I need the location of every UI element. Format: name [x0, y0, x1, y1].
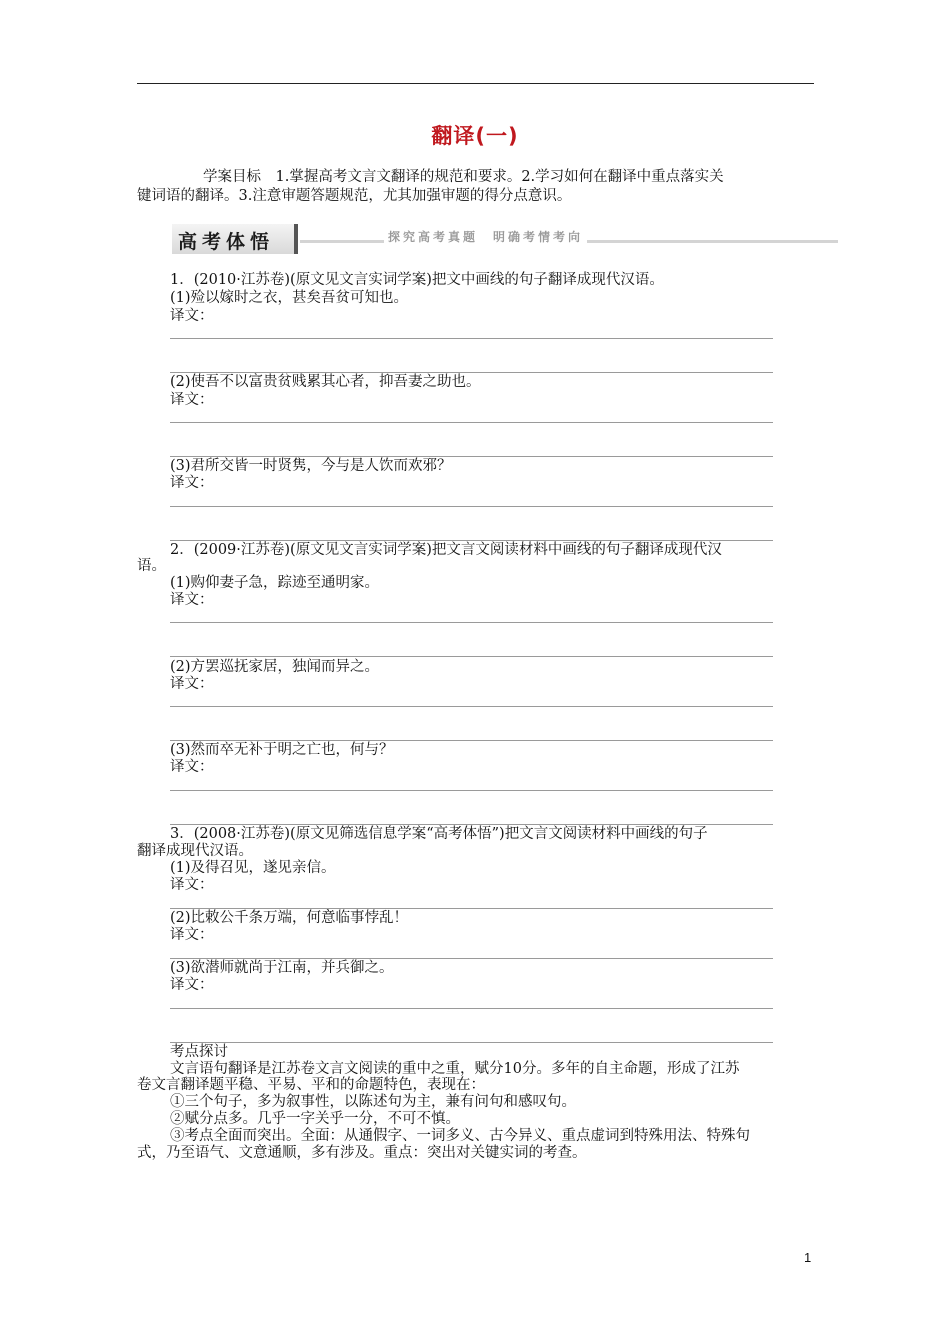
analysis-heading: 考点探讨	[170, 1044, 228, 1060]
q1-stem: 1．(2010·江苏卷)(原文见文言实词学案)把文中画线的句子翻译成现代汉语。	[170, 272, 664, 288]
header-rule	[137, 83, 814, 84]
q2-stem-line-2: 语。	[137, 558, 166, 574]
analysis-para-line-1: 文言语句翻译是江苏卷文言文阅读的重中之重，赋分10分。多年的自主命题，形成了江苏	[170, 1061, 740, 1077]
q3-sentence-1: (1)及得召见，遂见亲信。	[170, 860, 336, 876]
q1-answer-label-1: 译文：	[170, 308, 214, 324]
q2-answer-label-3: 译文：	[170, 759, 214, 775]
q3-answer-label-3: 译文：	[170, 977, 214, 993]
answer-line	[170, 506, 773, 507]
q1-answer-label-2: 译文：	[170, 392, 214, 408]
q2-sentence-3: (3)然而卒无补于明之亡也，何与？	[170, 742, 394, 758]
analysis-item-3-line-2: 式，乃至语气、文意通顺，多有涉及。重点：突出对关键实词的考查。	[137, 1145, 587, 1161]
q3-answer-label-1: 译文：	[170, 877, 214, 893]
banner-label: 高考体悟	[178, 231, 275, 253]
q2-answer-label-1: 译文：	[170, 592, 214, 608]
q3-answer-label-2: 译文：	[170, 927, 214, 943]
answer-line	[170, 422, 773, 423]
q1-answer-label-3: 译文：	[170, 475, 214, 491]
answer-line	[170, 706, 773, 707]
page-number: 1	[804, 1250, 812, 1265]
answer-line	[170, 1008, 773, 1009]
section-banner	[172, 224, 838, 254]
banner-subtitle: 探究高考真题 明确考情考向	[384, 228, 587, 245]
q3-stem-line-2: 翻译成现代汉语。	[137, 843, 253, 859]
analysis-item-1: ①三个句子，多为叙事性，以陈述句为主，兼有问句和感叹句。	[170, 1094, 576, 1110]
answer-line	[170, 790, 773, 791]
q1-sentence-3: (3)君所交皆一时贤隽，今与是人饮而欢邪？	[170, 458, 452, 474]
q2-sentence-2: (2)方罢巡抚家居，独闻而异之。	[170, 659, 380, 675]
answer-line	[170, 622, 773, 623]
page-title: 翻译(一)	[431, 124, 519, 148]
q3-stem-line-1: 3．(2008·江苏卷)(原文见筛选信息学案“高考体悟”)把文言文阅读材料中画线的句子	[170, 826, 708, 842]
banner-box	[172, 224, 298, 254]
q2-stem-line-1: 2．(2009·江苏卷)(原文见文言实词学案)把文言文阅读材料中画线的句子翻译成现代汉	[170, 542, 722, 558]
q2-answer-label-2: 译文：	[170, 676, 214, 692]
objective-line-2: 键词语的翻译。3.注意审题答题规范，尤其加强审题的得分点意识。	[137, 188, 572, 204]
answer-line	[170, 1042, 773, 1043]
analysis-item-2: ②赋分点多。几乎一字关乎一分，不可不慎。	[170, 1111, 460, 1127]
q1-sentence-1: (1)殓以嫁时之衣，甚矣吾贫可知也。	[170, 290, 409, 306]
answer-line	[170, 338, 773, 339]
q3-sentence-3: (3)欲潜师就尚于江南，并兵御之。	[170, 960, 394, 976]
analysis-item-3-line-1: ③考点全面而突出。全面：从通假字、一词多义、古今异义、重点虚词到特殊用法、特殊句	[170, 1128, 750, 1144]
q3-sentence-2: (2)比敕公千条万端，何意临事悖乱！	[170, 910, 409, 926]
q1-sentence-2: (2)使吾不以富贵贫贱累其心者，抑吾妻之助也。	[170, 374, 481, 390]
analysis-para-line-2: 卷文言翻译题平稳、平易、平和的命题特色，表现在：	[137, 1077, 485, 1093]
answer-line	[170, 656, 773, 657]
q2-sentence-1: (1)购仰妻子急，踪迹至通明家。	[170, 575, 380, 591]
objective-line-1: 学案目标 1.掌握高考文言文翻译的规范和要求。2.学习如何在翻译中重点落实关	[203, 169, 724, 185]
